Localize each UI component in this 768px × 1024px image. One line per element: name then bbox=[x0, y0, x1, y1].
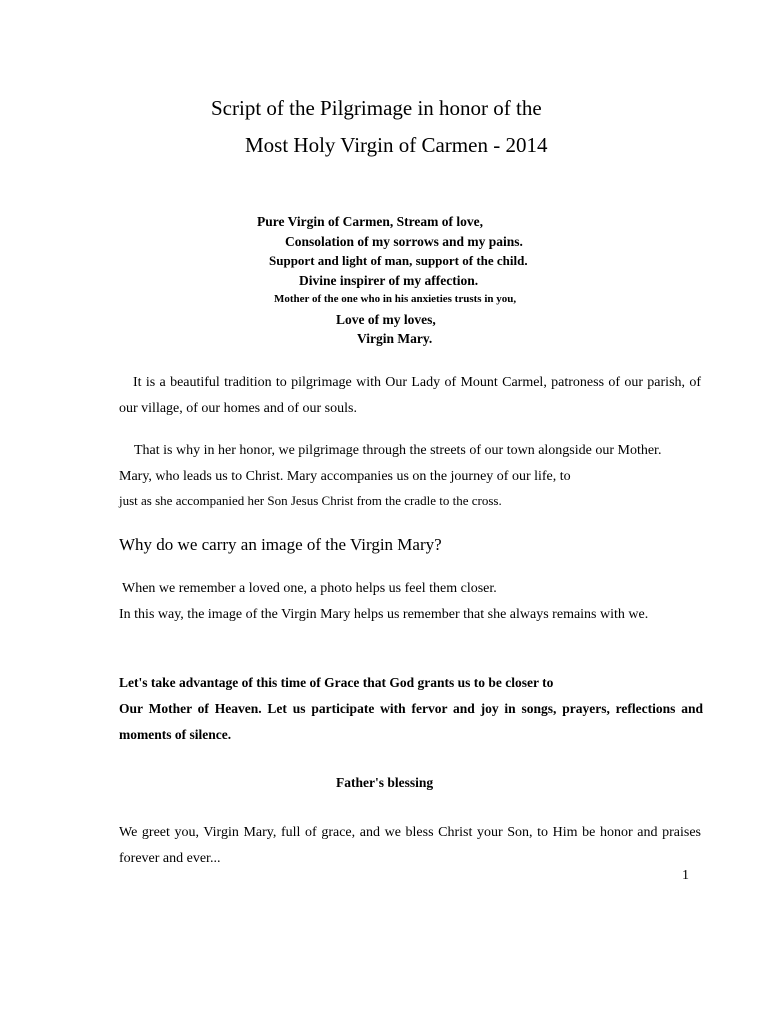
poem-line: Pure Virgin of Carmen, Stream of love, bbox=[257, 214, 483, 229]
title-line-1: Script of the Pilgrimage in honor of the bbox=[211, 96, 542, 120]
page-number: 1 bbox=[682, 868, 689, 883]
section-title: Father's blessing bbox=[336, 775, 434, 790]
poem-line: Divine inspirer of my affection. bbox=[299, 273, 479, 288]
poem-line: Love of my loves, bbox=[336, 312, 436, 327]
poem-line: Virgin Mary. bbox=[357, 331, 433, 346]
poem-line: Support and light of man, support of the child. bbox=[269, 253, 528, 268]
body-paragraph-line: just as she accompanied her Son Jesus Christ from the cradle to the cross. bbox=[119, 493, 502, 508]
body-paragraph: In this way, the image of the Virgin Mary helps us remember that she always remains with we. bbox=[119, 607, 649, 622]
poem-line: Consolation of my sorrows and my pains. bbox=[285, 234, 523, 249]
poem-line: Mother of the one who in his anxieties trusts in you, bbox=[274, 293, 517, 305]
bold-paragraph: Our Mother of Heaven. Let us participate with fervor and joy in songs, prayers, reflections and moments of silence. bbox=[119, 701, 703, 742]
body-paragraph-line: When we remember a loved one, a photo helps us feel them closer. bbox=[122, 581, 497, 596]
section-heading: Why do we carry an image of the Virgin Mary? bbox=[119, 535, 442, 554]
body-paragraph: It is a beautiful tradition to pilgrimage with Our Lady of Mount Carmel, patroness of our parish, of our village, of our homes and of our souls. bbox=[119, 375, 701, 416]
title-line-2: Most Holy Virgin of Carmen - 2014 bbox=[245, 133, 548, 157]
body-paragraph-line: Mary, who leads us to Christ. Mary accompanies us on the journey of our life, to bbox=[119, 469, 571, 484]
body-paragraph-line: That is why in her honor, we pilgrimage through the streets of our town alongside our Mother. bbox=[134, 443, 662, 458]
body-paragraph: We greet you, Virgin Mary, full of grace, and we bless Christ your Son, to Him be honor and praises forever and ever... bbox=[119, 825, 701, 866]
bold-paragraph-line: Let's take advantage of this time of Grace that God grants us to be closer to bbox=[119, 675, 554, 690]
